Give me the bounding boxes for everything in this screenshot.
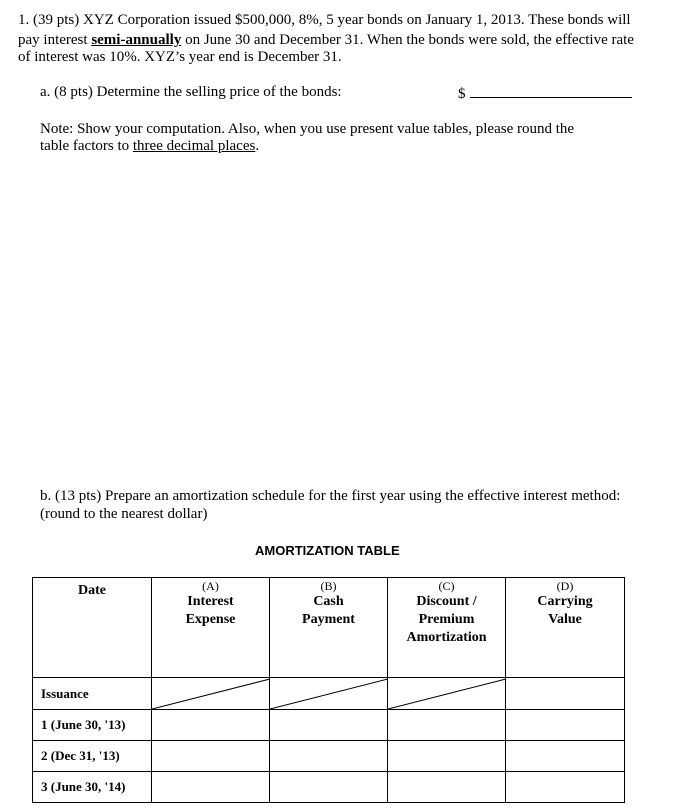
- problem-line-2-post: on June 30 and December 31. When the bonds were sold, the effective rate: [181, 32, 634, 48]
- header-date: [33, 578, 152, 678]
- table-cell[interactable]: [270, 710, 388, 741]
- header-discount-premium: [388, 578, 506, 678]
- table-cell[interactable]: [506, 678, 625, 710]
- table-cell[interactable]: [388, 741, 506, 772]
- header-c-letter: (C): [438, 579, 455, 593]
- table-cell[interactable]: [388, 710, 506, 741]
- table-row: [33, 710, 625, 741]
- answer-line[interactable]: [470, 84, 632, 98]
- row-label-period-1: 1 (June 30, '13): [33, 710, 152, 741]
- problem-line-1: 1. (39 pts) XYZ Corporation issued $500,000, 8%, 5 year bonds on January 1, 2013. These bonds will: [18, 12, 631, 28]
- crossed-cell: [388, 678, 506, 710]
- header-a-line-1: Interest: [187, 594, 234, 609]
- note-line-2-pre: table factors to: [40, 138, 133, 154]
- header-b-line-2: Payment: [302, 612, 355, 627]
- table-cell[interactable]: [506, 772, 625, 803]
- header-c-line-3: Amortization: [406, 630, 487, 645]
- header-b-letter: (B): [320, 579, 337, 593]
- table-cell[interactable]: [270, 772, 388, 803]
- table-row: [33, 772, 625, 803]
- table-row: [33, 741, 625, 772]
- diagonal-slash: [270, 678, 388, 710]
- three-decimal-places: three decimal places: [132, 138, 256, 154]
- header-d-line-1: Carrying: [537, 594, 593, 609]
- part-b-line-2: (round to the nearest dollar): [40, 506, 208, 522]
- row-label-period-2: 2 (Dec 31, '13): [33, 741, 152, 772]
- note-line-2: [40, 138, 259, 154]
- diagonal-slash: [388, 678, 506, 710]
- row-label-issuance: Issuance: [33, 678, 152, 710]
- table-cell[interactable]: [152, 741, 270, 772]
- header-a-letter: (A): [202, 579, 219, 593]
- header-interest-expense: [152, 578, 270, 678]
- part-b-line-1: b. (13 pts) Prepare an amortization schedule for the first year using the effective interest method:: [40, 488, 621, 504]
- problem-line-2-pre: pay interest: [18, 32, 92, 48]
- header-cash-payment: [270, 578, 388, 678]
- amortization-table: [32, 577, 625, 803]
- crossed-cell: [152, 678, 270, 710]
- table-row: [33, 678, 625, 710]
- problem-line-3: of interest was 10%. XYZ’s year end is December 31.: [18, 49, 342, 65]
- part-a-question: a. (8 pts) Determine the selling price of the bonds:: [40, 84, 342, 100]
- header-carrying-value: [506, 578, 625, 678]
- table-title: AMORTIZATION TABLE: [255, 543, 400, 558]
- header-c-line-1: Discount /: [416, 594, 477, 609]
- semi-annually-emphasis: semi-annually: [91, 32, 182, 48]
- header-row: [33, 578, 625, 678]
- table-cell[interactable]: [152, 710, 270, 741]
- answer-blank[interactable]: [458, 84, 632, 102]
- header-b-line-1: Cash: [313, 594, 344, 609]
- table-cell[interactable]: [270, 741, 388, 772]
- header-a-line-2: Expense: [185, 612, 236, 627]
- problem-line-2: [18, 32, 634, 48]
- header-d-line-2: Value: [548, 612, 582, 627]
- table-cell[interactable]: [152, 772, 270, 803]
- crossed-cell: [270, 678, 388, 710]
- header-d-letter: (D): [556, 579, 574, 593]
- table-cell[interactable]: [506, 710, 625, 741]
- diagonal-slash: [152, 678, 270, 710]
- table-cell[interactable]: [388, 772, 506, 803]
- header-c-line-2: Premium: [418, 612, 475, 627]
- note-line-1: Note: Show your computation. Also, when you use present value tables, please round the: [40, 121, 575, 137]
- note-line-2-post: .: [255, 138, 260, 154]
- dollar-sign: $: [458, 86, 466, 102]
- header-date-label: Date: [78, 583, 106, 598]
- row-label-period-3: 3 (June 30, '14): [33, 772, 152, 803]
- table-cell[interactable]: [506, 741, 625, 772]
